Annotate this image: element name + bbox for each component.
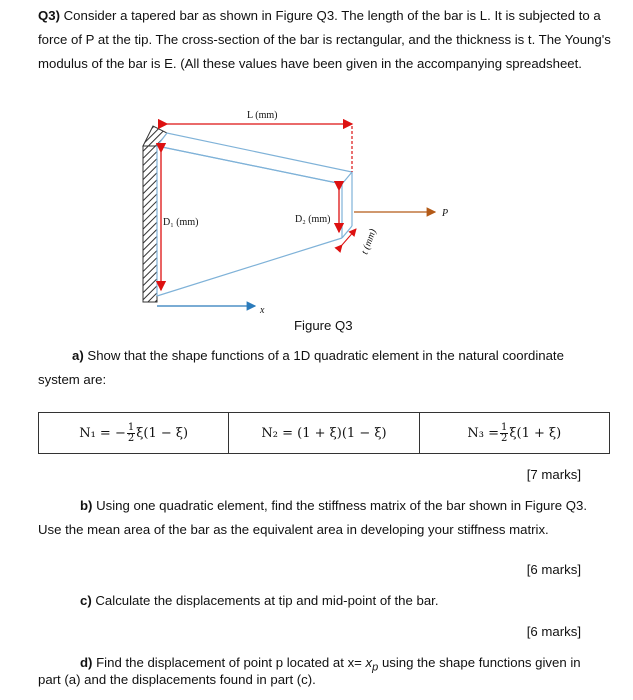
part-b-label: b) bbox=[80, 498, 93, 513]
part-b-line2: Use the mean area of the bar as the equivalent area in developing your stiffness matrix. bbox=[38, 522, 549, 537]
n3-lhs: N₃ = bbox=[467, 425, 499, 441]
part-a-marks: [7 marks] bbox=[526, 467, 581, 482]
d2-label: D₂ (mm) bbox=[295, 214, 331, 225]
part-c-text: Calculate the displacements at tip and mid-point of the bar. bbox=[95, 593, 439, 608]
part-a-label: a) bbox=[72, 348, 84, 363]
x-axis-label: x bbox=[260, 305, 265, 316]
part-d-text-a: Find the displacement of point p located at x= bbox=[96, 655, 366, 670]
n1-rhs: ξ(1 − ξ) bbox=[136, 425, 189, 441]
part-d-line1: d) Find the displacement of point p located at $x= x_p$ using the shape functions given in bbox=[80, 655, 581, 674]
shape-function-n3 bbox=[420, 413, 609, 453]
thickness-label: t (mm) bbox=[359, 227, 379, 257]
n3-den: 2 bbox=[500, 432, 508, 444]
thickness-arrow bbox=[342, 229, 356, 245]
figure-caption: Figure Q3 bbox=[294, 318, 353, 333]
question-label: Q3) bbox=[38, 8, 60, 23]
force-label: P bbox=[442, 208, 449, 219]
part-a-line1 bbox=[72, 348, 564, 363]
n1-lhs: N₁ = − bbox=[79, 425, 126, 441]
n1-den: 2 bbox=[127, 432, 135, 444]
part-a-line2: system are: bbox=[38, 372, 107, 387]
shape-function-n1 bbox=[39, 413, 229, 453]
n1-fraction bbox=[127, 423, 135, 444]
figure-q3 bbox=[130, 100, 470, 325]
n1-num: 1 bbox=[127, 421, 135, 433]
fixed-wall bbox=[143, 126, 167, 302]
question-intro bbox=[38, 4, 616, 76]
d1-label: D₁ (mm) bbox=[163, 217, 199, 228]
part-d-sub: p bbox=[372, 661, 379, 674]
shape-function-table bbox=[38, 412, 610, 454]
part-c bbox=[80, 593, 438, 608]
part-a-text-1: Show that the shape functions of a 1D quadratic element in the natural coordinate bbox=[87, 348, 564, 363]
n3-rhs: ξ(1 + ξ) bbox=[509, 425, 562, 441]
shape-function-n2 bbox=[229, 413, 419, 453]
part-c-label: c) bbox=[80, 593, 92, 608]
part-d-label: d) bbox=[80, 655, 93, 670]
question-text: Consider a tapered bar as shown in Figure Q3. The length of the bar is L. It is subjected to a force of P at the tip. The cross-section of the bar is rectangular, and the thickness is t. The Young's modulus of the bar is E. (All these values have been given in the accompanying spreadsheet. bbox=[38, 8, 611, 71]
n3-num: 1 bbox=[500, 421, 508, 433]
part-b-line1: b) Using one quadratic element, find the stiffness matrix of the bar shown in Figure Q3. bbox=[80, 498, 588, 513]
part-d-var: x bbox=[365, 655, 373, 670]
length-label: L (mm) bbox=[247, 110, 278, 121]
n2-expr: N₂ = (1 + ξ)(1 − ξ) bbox=[261, 425, 387, 441]
part-b-marks: [6 marks] bbox=[526, 562, 581, 577]
part-c-marks: [6 marks] bbox=[526, 624, 581, 639]
n3-fraction bbox=[500, 423, 508, 444]
part-d-line2: part (a) and the displacements found in part (c). bbox=[38, 672, 316, 687]
tapered-bar-diagram bbox=[130, 100, 470, 325]
